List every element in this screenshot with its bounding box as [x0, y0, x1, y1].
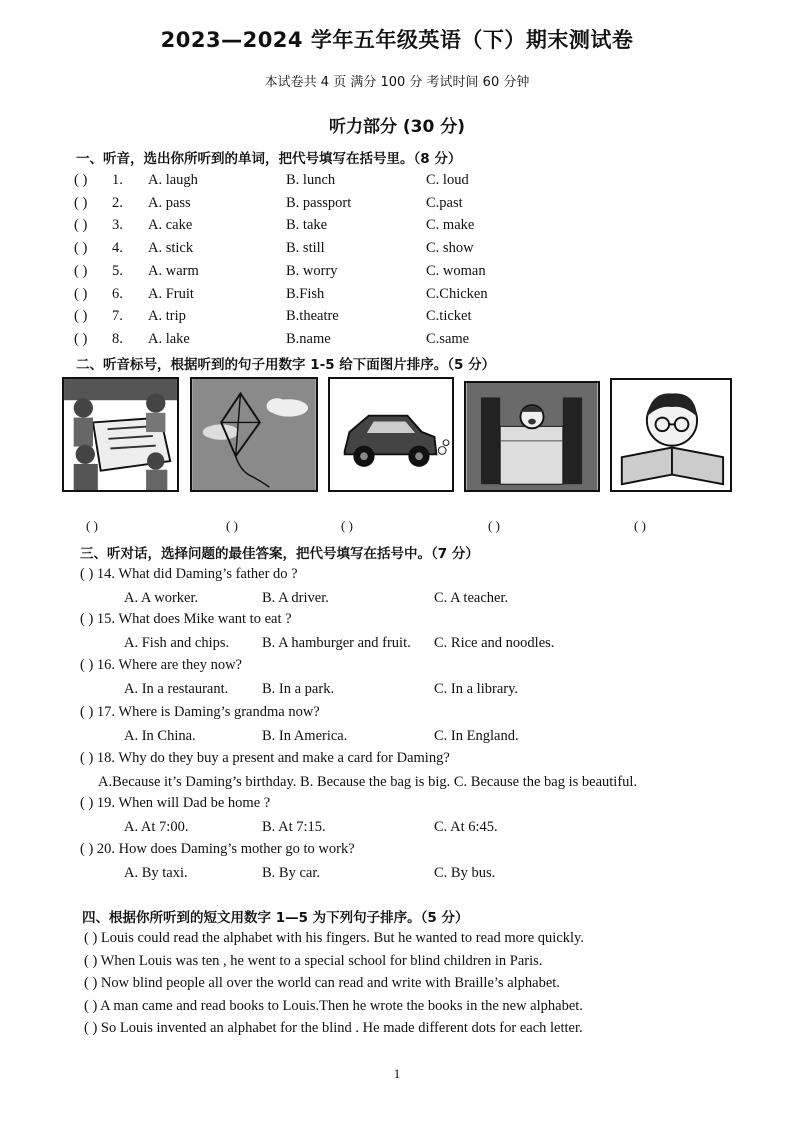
option-a: A. Fruit	[148, 285, 194, 302]
answer-bracket: ( )	[74, 194, 88, 211]
option-c: C. A teacher.	[434, 590, 509, 606]
option-c: C. In a library.	[434, 681, 519, 697]
option-c: C.same	[426, 330, 470, 347]
sentence-item: ( ) Louis could read the alphabet with his fingers. But he wanted to read more quickly.	[84, 930, 584, 946]
sentence-item: ( ) When Louis was ten , he went to a special school for blind children in Paris.	[84, 952, 543, 969]
answer-bracket: ( )	[74, 285, 88, 302]
option-c: C. woman	[426, 262, 486, 279]
answer-bracket: ( )	[74, 240, 88, 257]
option-c: C. Rice and noodles.	[434, 635, 555, 651]
question-number: 8.	[112, 330, 123, 347]
question-number: 1.	[112, 172, 123, 188]
question-text: ( ) 17. Where is Daming’s grandma now?	[80, 704, 320, 720]
option-a: A. trip	[148, 308, 186, 325]
picture-order-bracket: ( )	[226, 518, 238, 533]
picture-4	[464, 381, 600, 492]
question-number: 4.	[112, 240, 123, 257]
option-c: C.ticket	[426, 308, 472, 325]
option-b: B. take	[286, 217, 328, 234]
part4-title: 四、根据你所听到的短文用数字 1—5 为下列句子排序。（5 分）	[82, 910, 469, 926]
option-a: A. Fish and chips.	[124, 635, 230, 651]
option-a: A. lake	[148, 330, 190, 347]
sentence-item: ( ) Now blind people all over the world can read and write with Braille’s alphabet.	[84, 975, 560, 992]
boy-in-bed-icon	[466, 383, 598, 490]
picture-1	[62, 377, 179, 492]
picture-order-bracket: ( )	[341, 518, 353, 533]
option-b: B. lunch	[286, 172, 336, 188]
option-c: C.Chicken	[426, 285, 488, 302]
boy-reading-book-icon	[612, 380, 730, 490]
option-b: B. A driver.	[262, 590, 329, 606]
option-c: C. loud	[426, 172, 469, 188]
picture-2	[190, 377, 318, 492]
answer-bracket: ( )	[74, 217, 88, 234]
question-text: ( ) 18. Why do they buy a present and make a card for Daming?	[80, 750, 450, 766]
option-a: A. pass	[148, 194, 191, 211]
option-b: B. In a park.	[262, 681, 335, 697]
page-number: 1	[393, 1066, 401, 1081]
exam-info: 本试卷共 4 页 满分 100 分 考试时间 60 分钟	[264, 75, 530, 90]
option-a: A. cake	[148, 217, 193, 234]
picture-order-bracket: ( )	[86, 518, 98, 533]
option-b: B. passport	[286, 194, 352, 211]
question-number: 7.	[112, 308, 123, 325]
exam-title: 2023—2024 学年五年级英语（下）期末测试卷	[160, 28, 634, 52]
option-c: C. In England.	[434, 728, 519, 744]
option-a: A. warm	[148, 262, 199, 279]
option-b: B. still	[286, 240, 325, 257]
option-b: B. worry	[286, 262, 338, 279]
answer-bracket: ( )	[74, 262, 88, 279]
option-b: B.theatre	[286, 308, 339, 325]
option-a: A. In a restaurant.	[124, 681, 229, 697]
options-line: A.Because it’s Daming’s birthday. B. Because the bag is big. C. Because the bag is beautiful.	[98, 774, 638, 790]
option-a: A. At 7:00.	[124, 819, 189, 835]
option-a: A. A worker.	[124, 590, 199, 606]
option-a: A. laugh	[148, 172, 198, 188]
question-text: ( ) 20. How does Daming’s mother go to work?	[80, 841, 355, 857]
option-a: A. By taxi.	[124, 865, 188, 881]
question-text: ( ) 16. Where are they now?	[80, 657, 242, 673]
part1-title: 一、听音，选出你所听到的单词，把代号填写在括号里。（8 分）	[76, 151, 462, 167]
picture-5	[610, 378, 732, 492]
question-number: 6.	[112, 285, 123, 302]
picture-order-bracket: ( )	[488, 518, 500, 533]
sentence-item: ( ) A man came and read books to Louis.Then he wrote the books in the new alphabet.	[84, 997, 583, 1014]
answer-bracket: ( )	[74, 308, 88, 325]
question-number: 2.	[112, 194, 123, 211]
option-a: A. In China.	[124, 728, 196, 744]
option-c: C. By bus.	[434, 865, 496, 881]
option-c: C. make	[426, 217, 475, 234]
question-text: ( ) 14. What did Daming’s father do ?	[80, 566, 298, 582]
question-number: 3.	[112, 217, 123, 234]
option-b: B. By car.	[262, 865, 320, 881]
question-number: 5.	[112, 262, 123, 279]
option-b: B. A hamburger and fruit.	[262, 635, 411, 651]
option-c: C. At 6:45.	[434, 819, 498, 835]
option-a: A. stick	[148, 240, 194, 257]
option-b: B.Fish	[286, 285, 325, 302]
part3-title: 三、听对话，选择问题的最佳答案，把代号填写在括号中。（7 分）	[80, 546, 479, 562]
question-text: ( ) 19. When will Dad be home ?	[80, 795, 271, 811]
option-c: C. show	[426, 240, 474, 257]
car-icon	[330, 379, 452, 490]
children-reading-book-icon	[64, 379, 177, 490]
answer-bracket: ( )	[74, 330, 88, 347]
option-b: B. At 7:15.	[262, 819, 326, 835]
option-c: C.past	[426, 194, 463, 211]
answer-bracket: ( )	[74, 172, 88, 188]
option-b: B.name	[286, 330, 331, 347]
question-text: ( ) 15. What does Mike want to eat ?	[80, 611, 292, 627]
part2-title: 二、听音标号，根据听到的句子用数字 1-5 给下面图片排序。（5 分）	[76, 357, 496, 373]
option-b: B. In America.	[262, 728, 348, 744]
sentence-item: ( ) So Louis invented an alphabet for the blind . He made different dots for each letter.	[84, 1020, 583, 1037]
kite-in-sky-icon	[192, 379, 316, 490]
picture-order-bracket: ( )	[634, 518, 646, 533]
picture-3	[328, 377, 454, 492]
listening-title: 听力部分 (30 分)	[328, 117, 466, 137]
